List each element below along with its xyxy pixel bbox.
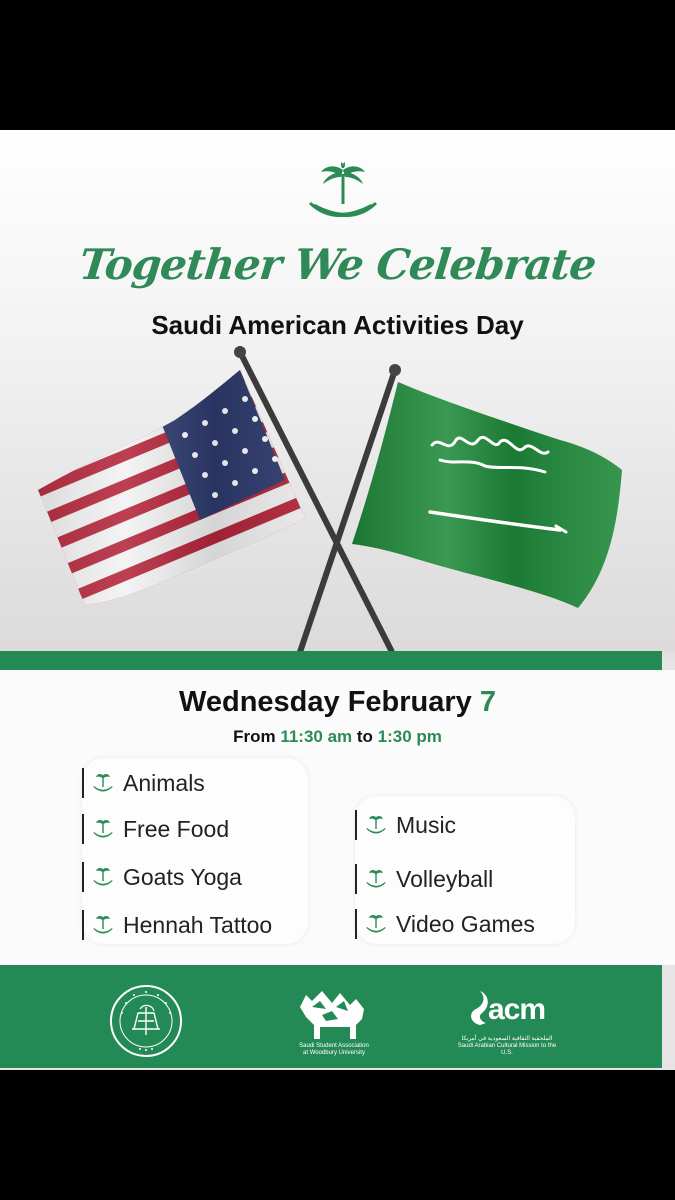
palm-swords-icon <box>92 772 114 794</box>
list-item <box>82 813 229 845</box>
time-to-label: to <box>352 727 378 746</box>
activity-label: Volleyball <box>396 865 494 892</box>
activity-label: Hennah Tattoo <box>123 911 273 938</box>
list-item <box>355 809 456 841</box>
list-item <box>355 908 535 940</box>
ssa-line2: at Woodbury University <box>303 1050 365 1056</box>
palm-swords-icon <box>365 868 387 890</box>
activity-label: Animals <box>123 769 205 796</box>
crossed-flags <box>0 340 675 660</box>
palm-swords-icon <box>92 818 114 840</box>
list-item <box>82 909 272 941</box>
sacm-english: Saudi Arabian Cultural Mission to the U.S. <box>457 1043 557 1056</box>
event-time <box>0 727 675 747</box>
palm-swords-icon <box>92 866 114 888</box>
ssa-line1: Saudi Student Association <box>299 1043 369 1049</box>
list-item <box>355 863 493 895</box>
date-day: Wednesday February <box>179 686 480 718</box>
list-item <box>82 767 205 799</box>
sacm-arabic: الملحقية الثقافية السعودية في أمريكا <box>461 1036 553 1042</box>
sacm-logo <box>460 983 560 1043</box>
list-item <box>82 861 242 893</box>
woodbury-seal <box>108 983 184 1059</box>
palm-swords-icon <box>365 913 387 935</box>
us-flag <box>0 340 360 643</box>
activity-label: Video Games <box>396 910 535 937</box>
activity-label: Free Food <box>123 815 230 842</box>
headline: Together We Celebrate <box>77 240 598 289</box>
time-start: 11:30 am <box>280 727 353 746</box>
saudi-flag <box>352 382 622 608</box>
sacm-caption <box>452 1036 562 1057</box>
subheadline: Saudi American Activities Day <box>151 310 524 340</box>
palm-swords-icon <box>365 814 387 836</box>
activity-label: Goats Yoga <box>123 863 242 890</box>
date-number: 7 <box>479 686 496 718</box>
ssa-caption <box>282 1043 386 1057</box>
activity-label: Music <box>396 811 457 838</box>
palm-swords-icon <box>92 914 114 936</box>
sacm-name: acm <box>488 993 546 1026</box>
event-date <box>0 686 675 719</box>
green-band-top <box>0 651 662 670</box>
palm-swords-icon <box>305 162 381 230</box>
time-from-label: From <box>233 727 281 746</box>
time-end: 1:30 pm <box>377 727 442 746</box>
